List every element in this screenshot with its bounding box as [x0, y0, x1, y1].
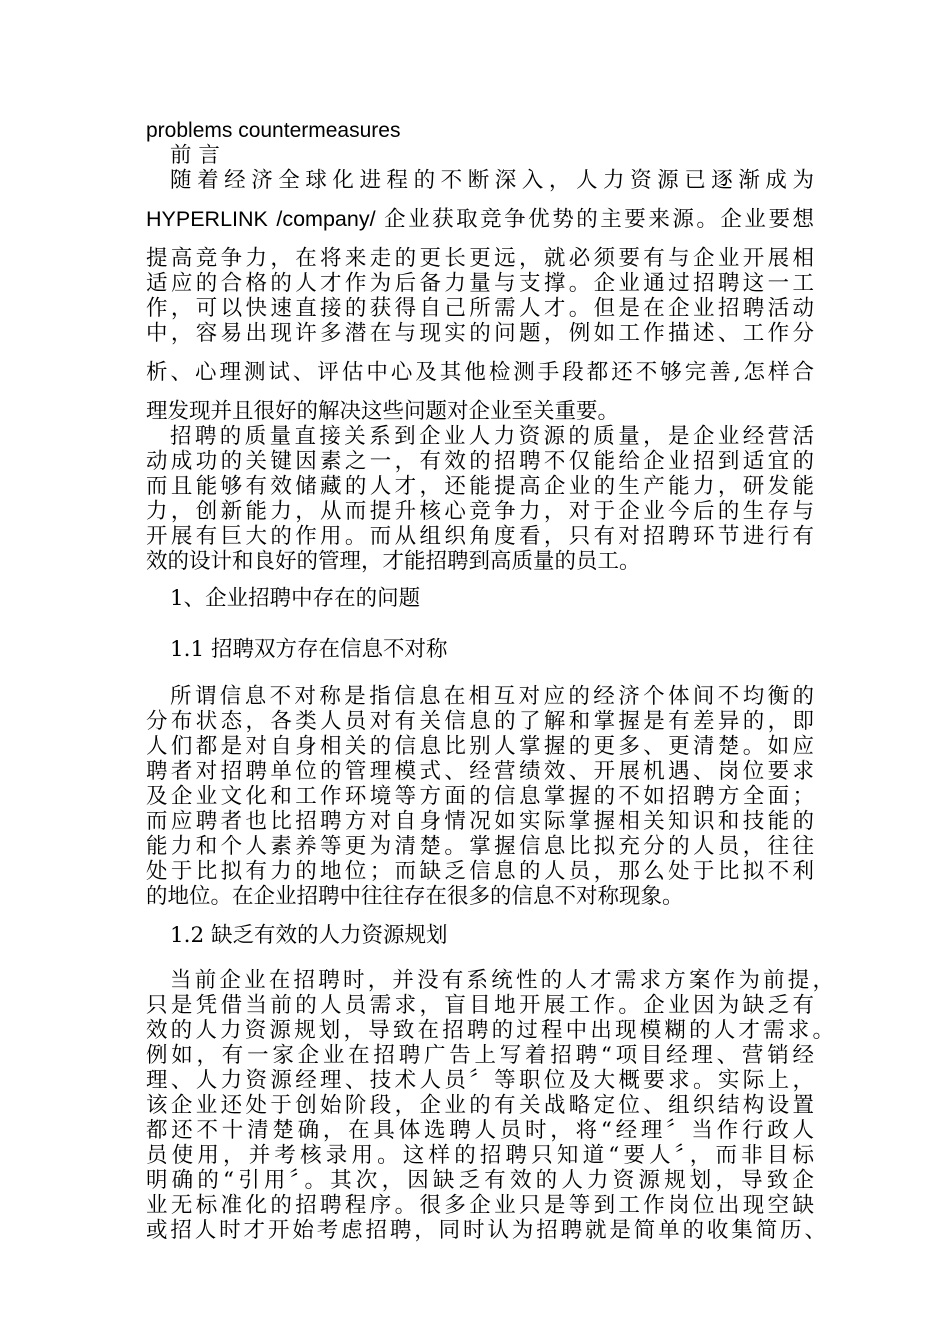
paragraph-hr-planning [146, 968, 834, 1243]
para1-line: 理发现并且很好的解决这些问题对企业至关重要。 [146, 399, 620, 424]
para4-line: 效的人力资源规划，导致在招聘的过程中出现模糊的人才需求。 [146, 1018, 834, 1043]
para3-line: 分布状态，各类人员对有关信息的了解和掌握是有差异的，即 [146, 709, 814, 734]
paragraph-quality [146, 424, 814, 574]
para1-line: 适应的合格的人才作为后备力量与支撑。企业通过招聘这一工 [146, 271, 814, 296]
section-heading-1-2: 1.2 缺乏有效的人力资源规划 [170, 923, 448, 948]
paragraph-info-asymmetry [146, 684, 814, 909]
para4-line: 或招人时才开始考虑招聘，同时认为招聘就是简单的收集简历、 [146, 1218, 826, 1243]
para3-line: 的地位。在企业招聘中往往存在很多的信息不对称现象。 [146, 884, 684, 909]
para2-line: 动成功的关键因素之一，有效的招聘不仅能给企业招到适宜的 [146, 449, 814, 474]
para1-line: 作，可以快速直接的获得自己所需人才。但是在企业招聘活动 [146, 296, 814, 321]
para3-line: 处于比拟有力的地位；而缺乏信息的人员，那么处于比拟不利 [146, 859, 814, 884]
document-page [146, 118, 834, 1243]
section-heading-1: 1、企业招聘中存在的问题 [170, 586, 421, 611]
hyperlink-field: HYPERLINK /company/ [146, 207, 385, 231]
para4-line: 员使用，并考核录用。这样的招聘只知道“要人〞，而非目标 [146, 1143, 814, 1168]
section-heading-1-1: 1.1 招聘双方存在信息不对称 [170, 637, 448, 662]
para4-line: 业无标准化的招聘程序。很多企业只是等到工作岗位出现空缺 [146, 1193, 814, 1218]
para2-line: 开展有巨大的作用。而从组织角度看，只有对招聘环节进行有 [146, 524, 814, 549]
para2-line: 力，创新能力，从而提升核心竞争力，对于企业今后的生存与 [146, 499, 814, 524]
english-title: problems countermeasures [146, 119, 401, 142]
para3-line: 聘者对招聘单位的管理模式、经营绩效、开展机遇、岗位要求 [146, 759, 814, 784]
para3-line: 能力和个人素养等更为清楚。掌握信息比拟充分的人员，往往 [146, 834, 814, 859]
para3-line: 而应聘者也比招聘方对自身情况如实际掌握相关知识和技能的 [146, 809, 814, 834]
para2-line: 招聘的质量直接关系到企业人力资源的质量，是企业经营活 [170, 424, 814, 449]
para2-line: 而且能够有效储藏的人才，还能提高企业的生产能力，研发能 [146, 474, 814, 499]
para3-line: 人们都是对自身相关的信息比别人掌握的更多、更清楚。如应 [146, 734, 814, 759]
para3-line: 所谓信息不对称是指信息在相互对应的经济个体间不均衡的 [170, 684, 814, 709]
preface-heading: 前 言 [170, 143, 220, 168]
para2-line: 效的设计和良好的管理，才能招聘到高质量的员工。 [146, 549, 641, 574]
para4-line: 该企业还处于创始阶段，企业的有关战略定位、组织结构设置 [146, 1093, 814, 1118]
para4-line: 例如，有一家企业在招聘广告上写着招聘“项目经理、营销经 [146, 1043, 814, 1068]
para4-line: 明确的“引用〞。其次，因缺乏有效的人力资源规划，导致企 [146, 1168, 814, 1193]
para4-line: 当前企业在招聘时，并没有系统性的人才需求方案作为前提， [170, 968, 834, 993]
para4-line: 都还不十清楚确，在具体选聘人员时，将“经理〞当作行政人 [146, 1118, 814, 1143]
para4-line: 理、人力资源经理、技术人员〞等职位及大概要求。实际上， [146, 1068, 814, 1093]
para4-line: 只是凭借当前的人员需求，盲目地开展工作。企业因为缺乏有 [146, 993, 814, 1018]
para1-line: 随着经济全球化进程的不断深入，人力资源已逐渐成为 [170, 168, 814, 193]
paragraph-intro [146, 168, 814, 424]
para1-line [146, 207, 814, 232]
para1-line: 析、心理测试、评估中心及其他检测手段都还不够完善,怎样合 [146, 360, 814, 385]
para1-line: 中，容易出现许多潜在与现实的问题，例如工作描述、工作分 [146, 321, 814, 346]
para1-line: 提高竞争力，在将来走的更长更远，就必须要有与企业开展相 [146, 246, 814, 271]
para1-line-rest: 企业获取竞争优势的主要来源。企业要想 [384, 207, 814, 232]
para3-line: 及企业文化和工作环境等方面的信息掌握的不如招聘方全面； [146, 784, 814, 809]
